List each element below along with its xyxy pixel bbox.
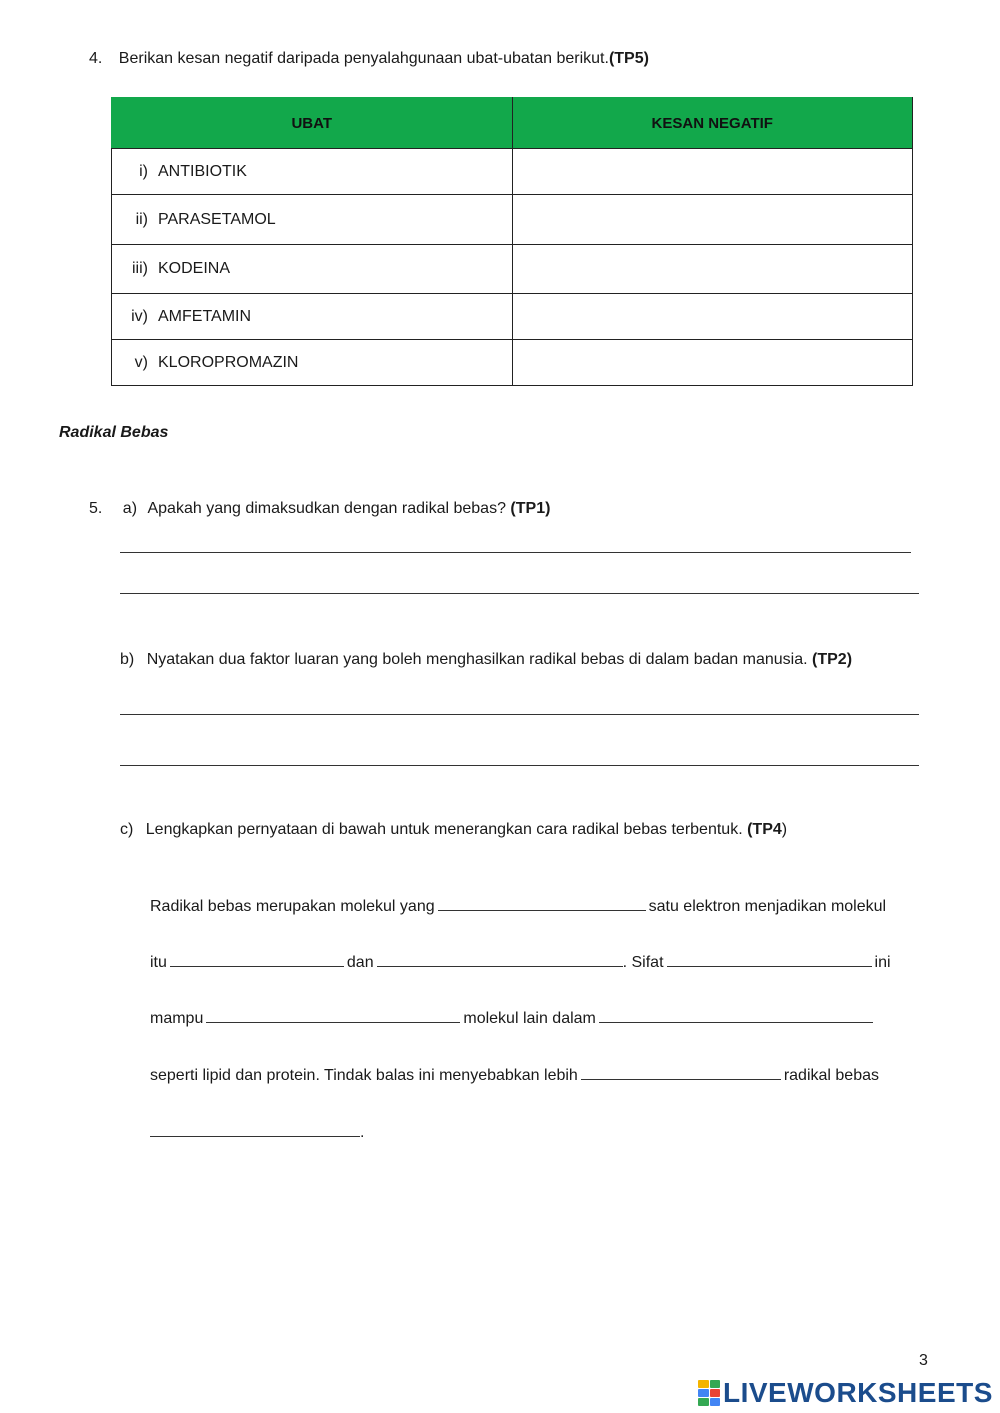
q5c-label: c)	[120, 821, 134, 838]
fill-text: dan	[346, 954, 374, 971]
table-row	[112, 149, 913, 195]
fill-in-line-3	[150, 1006, 876, 1028]
q5c-heading	[120, 821, 787, 839]
answer-cell[interactable]	[512, 294, 913, 340]
answer-cell[interactable]	[512, 245, 913, 294]
fill-blank[interactable]	[377, 950, 623, 967]
fill-text: itu	[150, 954, 167, 971]
fill-text: molekul lain dalam	[463, 1010, 596, 1027]
drug-effects-table	[111, 97, 913, 386]
drug-name: KODEINA	[158, 260, 231, 277]
drug-name: KLOROPROMAZIN	[158, 353, 299, 371]
row-number: iv)	[131, 307, 148, 325]
q4-tp: (TP5)	[608, 50, 649, 67]
table-header-ubat: UBAT	[112, 98, 513, 149]
answer-line-q5a-1[interactable]	[120, 552, 911, 553]
fill-text: seperti lipid dan protein. Tindak balas ini menyebabkan lebih	[150, 1067, 578, 1084]
liveworksheets-grid-icon	[698, 1380, 720, 1406]
fill-in-line-4	[150, 1063, 879, 1085]
q5b-tp: (TP2)	[812, 651, 853, 668]
answer-cell[interactable]	[512, 195, 913, 245]
logo-text: LIVEWORKSHEETS	[723, 1377, 993, 1408]
q4-number: 4.	[89, 50, 103, 67]
fill-text: satu elektron menjadikan molekul	[648, 898, 887, 915]
fill-blank[interactable]	[206, 1006, 460, 1023]
table-row	[112, 340, 913, 386]
fill-text: .	[360, 1124, 365, 1141]
fill-blank[interactable]	[150, 1120, 360, 1137]
q5a-heading	[89, 500, 550, 518]
fill-blank[interactable]	[581, 1063, 781, 1080]
fill-blank[interactable]	[438, 894, 646, 911]
answer-cell[interactable]	[512, 149, 913, 195]
fill-in-line-5	[150, 1120, 364, 1142]
drug-name: ANTIBIOTIK	[158, 162, 247, 180]
table-row	[112, 294, 913, 340]
table-header-kesan-negatif: KESAN NEGATIF	[512, 98, 913, 149]
answer-line-q5b-1[interactable]	[120, 714, 919, 715]
q5b-text: Nyatakan dua faktor luaran yang boleh menghasilkan radikal bebas di dalam badan manusia.	[146, 651, 808, 668]
q5a-tp: (TP1)	[510, 500, 551, 517]
q5c-tp: (TP4	[747, 821, 782, 838]
q5b-heading	[120, 651, 852, 669]
answer-line-q5b-2[interactable]	[120, 765, 919, 766]
fill-text: Radikal bebas merupakan molekul yang	[150, 898, 435, 915]
fill-text: mampu	[150, 1010, 204, 1027]
table-row	[112, 195, 913, 245]
row-number: i)	[139, 162, 148, 180]
fill-in-line-1	[150, 894, 886, 916]
fill-blank[interactable]	[667, 950, 872, 967]
q4-heading	[89, 50, 649, 68]
q5a-text: Apakah yang dimaksudkan dengan radikal bebas?	[147, 500, 506, 517]
q5a-label: a)	[122, 500, 138, 517]
row-number: ii)	[135, 210, 148, 228]
drug-name: PARASETAMOL	[158, 210, 276, 228]
q4-text: Berikan kesan negatif daripada penyalahgunaan ubat-ubatan berikut.	[118, 50, 609, 67]
fill-in-line-2	[150, 950, 891, 972]
drug-name: AMFETAMIN	[158, 307, 252, 325]
q5c-text: Lengkapkan pernyataan di bawah untuk menerangkan cara radikal bebas terbentuk.	[145, 821, 743, 838]
q5-number: 5.	[89, 500, 103, 517]
answer-line-q5a-2[interactable]	[120, 593, 919, 594]
q5b-label: b)	[120, 651, 135, 668]
row-number: v)	[134, 353, 148, 371]
answer-cell[interactable]	[512, 340, 913, 386]
fill-text: . Sifat	[622, 954, 664, 971]
fill-blank[interactable]	[170, 950, 344, 967]
liveworksheets-logo[interactable]	[698, 1378, 993, 1408]
fill-blank[interactable]	[599, 1006, 873, 1023]
table-row	[112, 245, 913, 294]
section-title: Radikal Bebas	[59, 424, 169, 441]
page-number: 3	[919, 1352, 928, 1369]
fill-text: radikal bebas	[783, 1067, 879, 1084]
fill-text: ini	[874, 954, 891, 971]
row-number: iii)	[132, 260, 148, 277]
q5c-tp-close: )	[781, 821, 788, 838]
